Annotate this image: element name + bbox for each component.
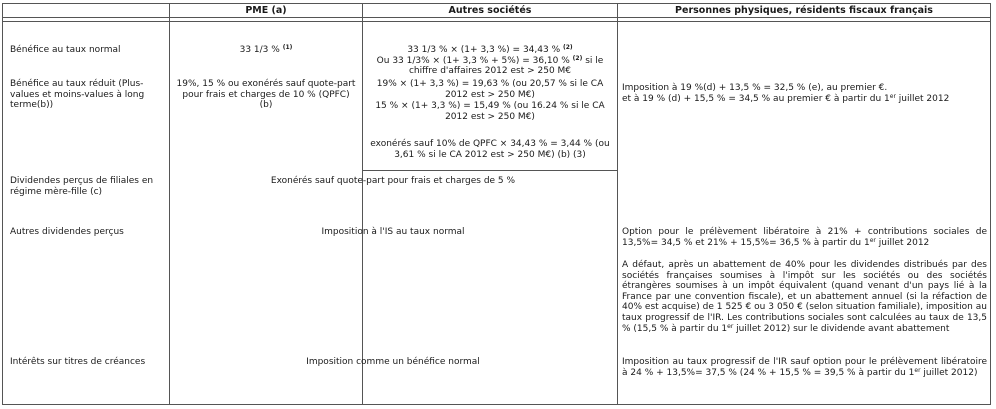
dividendes-filiales-span: Exonérés sauf quote-part pour frais et charges de 5 %	[270, 176, 516, 186]
row-label-autres-dividendes: Autres dividendes perçus	[10, 227, 124, 237]
autres-benefice-normal: 33 1/3 % × (1+ 3,3 %) = 34,43 % $^{(2)}$ Ou 33 1/3% × (1+ 3,3 % + 5%) = 36,10 % $^{(2)}$ si le chiffre d'affaires 2012 est > 250 M€	[376, 44, 604, 77]
pp-interets: Imposition au taux progressif de l'IR sauf option pour le prélèvement libératoire à 24 % + 13,5%= 37,5 % (24 % + 15,5 % = 39,5 % à partir du 1er juillet 2012)	[622, 357, 987, 378]
row-label-benefice-normal: Bénéfice au taux normal	[10, 45, 121, 55]
header-divider	[3, 17, 990, 18]
column-divider	[617, 4, 618, 404]
pp-autres-dividendes-defaut: A défaut, après un abattement de 40% pour les dividendes distribués par des sociétés françaises soumises à l'impôt sur les sociétés ou des sociétés étrangères soumises à un impôt équivalent (quand venant d'un pays lié à la France par une convention fiscale), et un abattement annuel (si la réfaction de 40% est acquise) de 1 525 € ou 3 050 € (selon situation familiale), imposition au taux progressif de l'IR. Les contributions sociales sont calculées au taux de 13,5 % (15,5 % à partir du 1er juillet 2012) sur le dividende avant abattement	[622, 260, 987, 334]
row-divider	[362, 170, 617, 171]
column-divider	[169, 4, 170, 404]
tax-table	[2, 3, 991, 405]
autres-benefice-reduit-15: 15 % × (1+ 3,3 %) = 15,49 % (ou 16.24 % si le CA 2012 est > 250 M€)	[375, 101, 605, 122]
autres-dividendes-span: Imposition à l'IS au taux normal	[321, 227, 465, 237]
row-label-interets: Intérêts sur titres de créances	[10, 357, 146, 367]
autres-benefice-reduit-19: 19% × (1+ 3,3 %) = 19,63 % (ou 20,57 % si le CA 2012 est > 250 M€)	[376, 79, 604, 100]
pme-benefice-normal: 33 1/3 % $^{(1)}$	[239, 44, 293, 55]
autres-benefice-reduit-exoneres: exonérés sauf 10% de QPFC × 34,43 % = 3,44 % (ou 3,61 % si le CA 2012 est > 250 M€) (b) (3)	[370, 139, 610, 160]
header-divider	[3, 21, 990, 22]
header-autres-societes: Autres sociétés	[448, 5, 532, 16]
pme-benefice-reduit: 19%, 15 % ou exonérés sauf quote-part pour frais et charges de 10 % (QPFC) (b)	[176, 79, 356, 111]
pp-benefice-reduit: Imposition à 19 %(d) + 13,5 % = 32,5 % (e), au premier €. et à 19 % (d) + 15,5 % = 34,5 % au premier € à partir du 1er juillet 2012	[622, 83, 950, 104]
row-label-benefice-reduit: Bénéfice au taux réduit (Plus-values et moins-values à long terme(b))	[10, 79, 145, 111]
header-pme: PME (a)	[245, 5, 287, 16]
header-personnes-physiques: Personnes physiques, résidents fiscaux français	[675, 5, 933, 16]
pp-autres-dividendes-option: Option pour le prélèvement libératoire à 21% + contributions sociales de 13,5%= 34,5 % et 21% + 15,5%= 36,5 % à partir du 1er juillet 2012	[622, 227, 987, 248]
column-divider	[362, 4, 363, 404]
interets-span: Imposition comme un bénéfice normal	[306, 357, 480, 367]
row-label-dividendes-filiales: Dividendes perçus de filiales en régime mère-fille (c)	[10, 176, 154, 197]
